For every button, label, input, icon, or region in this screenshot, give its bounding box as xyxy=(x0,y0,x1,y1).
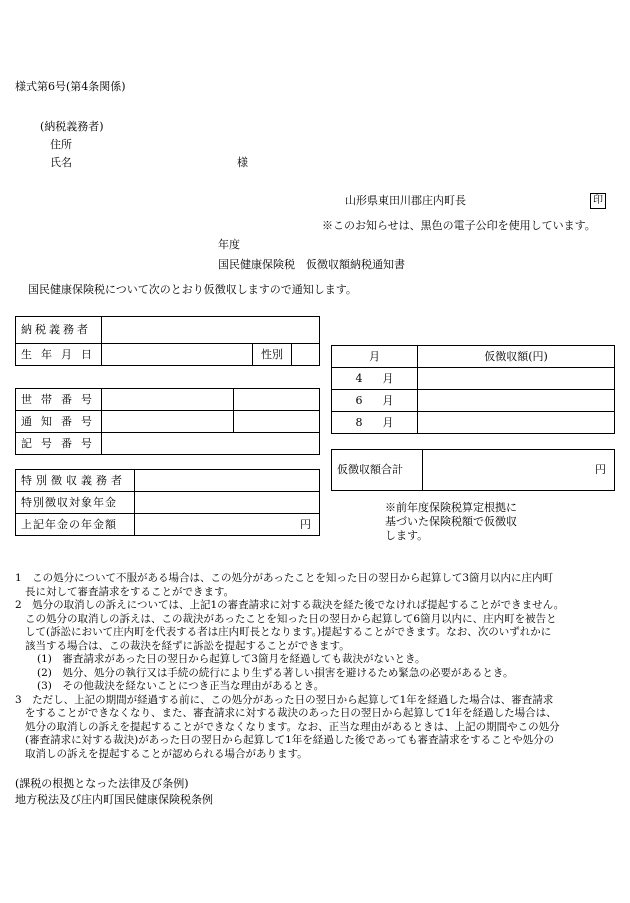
month-amount xyxy=(418,390,615,412)
household-no-value xyxy=(102,389,234,411)
address-label: 住所 xyxy=(50,138,72,151)
month-num: 6 xyxy=(355,393,363,407)
month-table xyxy=(331,345,615,434)
total-label: 仮徴収額合計 xyxy=(332,450,423,491)
box-note xyxy=(385,501,517,543)
note-line: して(訴訟において庄内町を代表する者は庄内町長となります。)提起することができます。なお、次のいずれかに xyxy=(25,626,552,638)
total-yen: 円 xyxy=(423,450,615,491)
note-line: (1) 審査請求があった日の翌日から起算して3箇月を経過しても裁決がないとき。 xyxy=(37,653,426,665)
basis-text: 地方税法及び庄内町国民健康保険税条例 xyxy=(15,793,213,806)
taxpayer-table xyxy=(15,316,320,366)
note-line: 処分の取消しの訴えを提起することができなくなります。なお、正当な理由があるときは、上記の期間やこの処分 xyxy=(25,720,560,733)
note-line: (3) その他裁決を経ないことにつき正当な理由があるとき。 xyxy=(37,680,325,692)
month-unit: 月 xyxy=(382,371,394,385)
note-line: 該当する場合は、この裁決を経ずに訴訟を提起することができます。 xyxy=(25,639,350,652)
issuer: 山形県東田川郡庄内町長 xyxy=(345,194,466,207)
fiscal-year-label: 年度 xyxy=(218,238,240,251)
month-row xyxy=(332,390,615,412)
notice-no-value xyxy=(102,411,234,433)
pension-target-value xyxy=(135,492,320,514)
month-row xyxy=(332,412,615,434)
month-num: 4 xyxy=(355,371,363,385)
box-note-line: ※前年度保険税算定根拠に xyxy=(385,501,517,514)
month-num: 8 xyxy=(355,415,363,429)
note-line: 長に対して審査請求をすることができます。 xyxy=(25,585,235,598)
note-line: 3 ただし、上記の期間が経過する前に、この処分があった日の翌日から起算して1年を経過した場合は、審査請求 xyxy=(15,693,554,706)
symbol-no-label: 記号番号 xyxy=(16,433,102,455)
birthdate-value xyxy=(102,344,253,366)
box-note-line: 基づいた保険税額で仮徴収 xyxy=(385,515,517,528)
special-collector-value xyxy=(135,470,320,492)
household-no-extra xyxy=(234,389,320,411)
note-line: この処分の取消しの訴えは、この裁決があったことを知った日の翌日から起算して6箇月以内に、庄内町を被告と xyxy=(25,612,557,625)
appeal-notes xyxy=(15,572,620,761)
month-row xyxy=(332,368,615,390)
taxpayer-label: 納税義務者 xyxy=(16,317,102,344)
honorific: 様 xyxy=(237,156,248,169)
pension-amount-yen: 円 xyxy=(135,514,320,536)
month-header: 月 xyxy=(332,346,418,368)
intro-text: 国民健康保険税について次のとおり仮徴収しますので通知します。 xyxy=(28,283,357,296)
seal-stamp-icon: 印 xyxy=(590,193,606,209)
pension-amount-label: 上記年金の年金額 xyxy=(16,514,135,536)
gender-label: 性別 xyxy=(253,344,292,366)
taxpayer-heading: (納税義務者) xyxy=(40,120,104,133)
gender-value xyxy=(292,344,320,366)
month-unit: 月 xyxy=(382,415,394,429)
household-no-label: 世帯番号 xyxy=(16,389,102,411)
pension-table xyxy=(15,469,320,536)
number-table xyxy=(15,388,320,455)
name-label: 氏名 xyxy=(50,156,72,169)
box-note-line: します。 xyxy=(385,529,429,542)
total-table xyxy=(331,449,615,491)
month-amount xyxy=(418,412,615,434)
basis-heading: (課税の根拠となった法律及び条例) xyxy=(15,777,189,790)
special-collector-label: 特別徴収義務者 xyxy=(16,470,135,492)
note-line: (2) 処分、処分の執行又は手続の続行により生ずる著しい損害を避けるため緊急の必要があるとき。 xyxy=(37,666,514,679)
note-line: をすることができなくなり、また、審査請求に対する裁決のあった日の翌日から起算して1年を経過した場合は、 xyxy=(25,707,557,719)
month-amount xyxy=(418,368,615,390)
seal-note: ※このお知らせは、黒色の電子公印を使用しています。 xyxy=(322,219,596,232)
notice-no-extra xyxy=(234,411,320,433)
document-title: 国民健康保険税 仮徴収額納税通知書 xyxy=(218,258,405,271)
notice-no-label: 通知番号 xyxy=(16,411,102,433)
taxpayer-value xyxy=(102,317,320,344)
birthdate-label: 生年月日 xyxy=(16,344,102,366)
month-unit: 月 xyxy=(382,393,394,407)
amount-header: 仮徴収額(円) xyxy=(418,346,615,368)
note-line: (審査請求に対する裁決)があった日の翌日から起算して1年を経過した後であっても審査請求をすることや処分の xyxy=(25,734,555,746)
note-line: 1 この処分について不服がある場合は、この処分があったことを知った日の翌日から起算して3箇月以内に庄内町 xyxy=(15,572,554,584)
note-line: 2 処分の取消しの訴えについては、上記1の審査請求に対する裁決を経た後でなければ提起することができません。 xyxy=(15,599,565,611)
pension-target-label: 特別徴収対象年金 xyxy=(16,492,135,514)
form-number: 様式第6号(第4条関係) xyxy=(15,80,126,93)
note-line: 取消しの訴えを提起することが認められる場合があります。 xyxy=(25,747,308,760)
symbol-no-value xyxy=(102,433,320,455)
